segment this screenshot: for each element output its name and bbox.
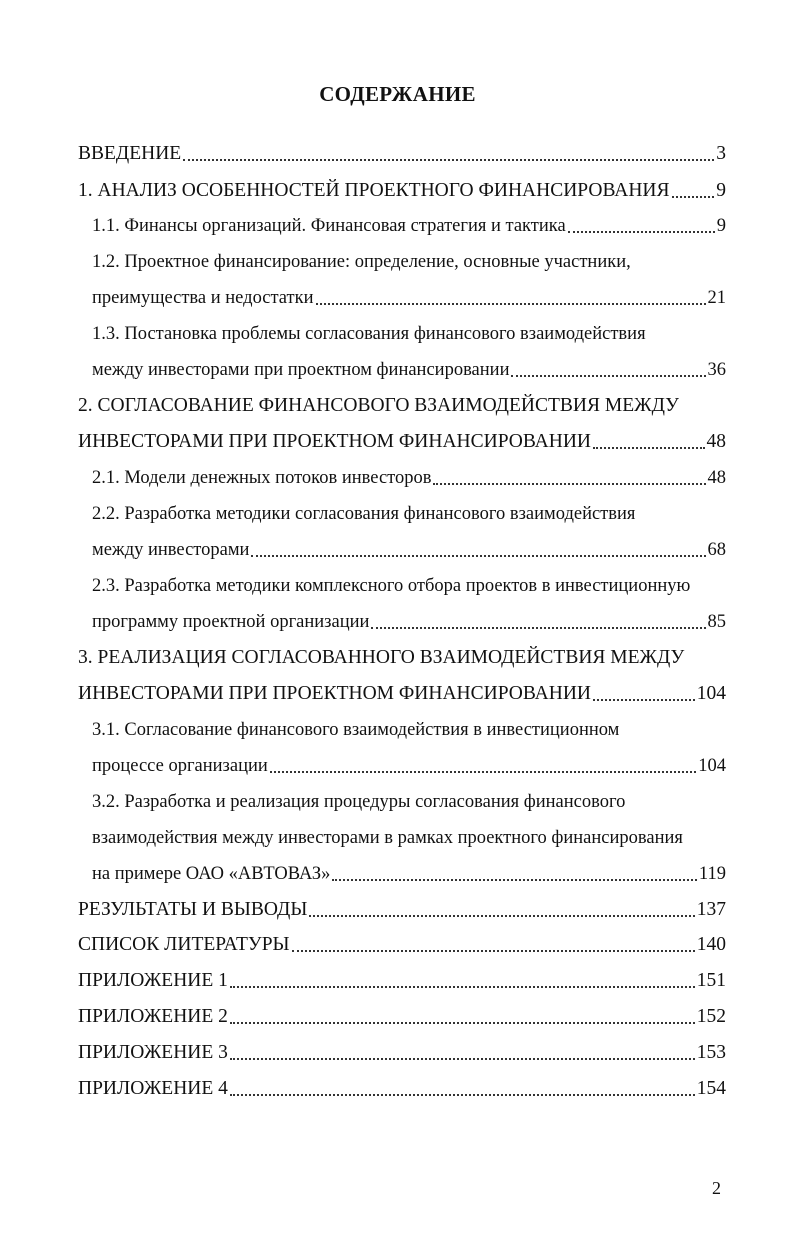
toc-entry-label: 2.3. Разработка методики комплексного отбора проектов в инвестиционную — [92, 576, 691, 596]
toc-page-number: 152 — [696, 1006, 726, 1027]
toc-entry-label: программу проектной организации — [92, 612, 370, 632]
toc-entry-section-1-2[interactable] — [92, 251, 726, 273]
toc-leader-dots — [292, 934, 695, 952]
toc-entry-label: ИНВЕСТОРАМИ ПРИ ПРОЕКТНОМ ФИНАНСИРОВАНИИ — [78, 683, 591, 704]
toc-entry-label: на примере ОАО «АВТОВАЗ» — [92, 864, 331, 884]
toc-entry-label: ИНВЕСТОРАМИ ПРИ ПРОЕКТНОМ ФИНАНСИРОВАНИИ — [78, 431, 591, 452]
toc-page-number: 9 — [716, 216, 726, 236]
toc-entry-label: ПРИЛОЖЕНИЕ 1 — [78, 970, 228, 991]
toc-page-number: 153 — [696, 1042, 726, 1063]
toc-entry-chapter-3[interactable] — [78, 647, 726, 669]
toc-leader-dots — [316, 287, 706, 305]
toc-page-number: 68 — [707, 540, 726, 560]
toc-entry-section-2-3[interactable] — [92, 575, 728, 597]
toc-entry-label: 2.1. Модели денежных потоков инвесторов — [92, 468, 432, 488]
toc-page-number: 104 — [696, 683, 726, 704]
toc-page-number: 9 — [716, 180, 726, 201]
toc-leader-dots — [593, 683, 695, 701]
toc-leader-dots — [568, 215, 715, 233]
toc-page-number: 104 — [698, 756, 726, 776]
toc-leader-dots — [309, 899, 694, 917]
toc-entry-section-3-2-cont-1[interactable] — [92, 827, 726, 849]
toc-entry-label: ПРИЛОЖЕНИЕ 4 — [78, 1078, 228, 1099]
toc-entry-label: преимущества и недостатки — [92, 288, 314, 308]
toc-page-number: 151 — [696, 970, 726, 991]
toc-entry-label: 1.3. Постановка проблемы согласования финансового взаимодействия — [92, 324, 646, 344]
toc-entry-bibliography[interactable] — [78, 934, 726, 956]
toc-entry-section-3-2-cont-2[interactable] — [92, 863, 726, 885]
toc-leader-dots — [433, 467, 705, 485]
toc-entry-section-1-1[interactable] — [92, 215, 726, 237]
toc-entry-section-1-3[interactable] — [92, 323, 726, 345]
toc-entry-label: 1.2. Проектное финансирование: определение, основные участники, — [92, 252, 631, 272]
toc-page-number: 137 — [696, 899, 726, 920]
toc-page-number: 154 — [696, 1078, 726, 1099]
page-title: СОДЕРЖАНИЕ — [319, 82, 476, 106]
toc-entry-section-2-1[interactable] — [92, 467, 726, 489]
toc-page-number: 119 — [698, 864, 726, 884]
toc-entry-introduction[interactable] — [78, 143, 726, 165]
toc-entry-section-1-2-cont[interactable] — [92, 287, 726, 309]
toc-leader-dots — [230, 970, 695, 988]
toc-leader-dots — [672, 180, 715, 198]
toc-entry-label: 3.2. Разработка и реализация процедуры согласования финансового — [92, 792, 626, 812]
toc-leader-dots — [371, 611, 705, 629]
toc-entry-appendix-4[interactable] — [78, 1078, 726, 1100]
toc-leader-dots — [332, 863, 697, 881]
toc-entry-label: ПРИЛОЖЕНИЕ 3 — [78, 1042, 228, 1063]
toc-entry-label: процессе организации — [92, 756, 268, 776]
toc-page-number: 36 — [707, 360, 726, 380]
toc-entry-appendix-2[interactable] — [78, 1006, 726, 1028]
toc-entry-label: СПИСОК ЛИТЕРАТУРЫ — [78, 934, 290, 955]
toc-entry-chapter-2-cont[interactable] — [78, 431, 726, 453]
toc-entry-label: 2. СОГЛАСОВАНИЕ ФИНАНСОВОГО ВЗАИМОДЕЙСТВИЯ МЕЖДУ — [78, 395, 679, 416]
toc-entry-label: ПРИЛОЖЕНИЕ 2 — [78, 1006, 228, 1027]
toc-leader-dots — [230, 1042, 695, 1060]
toc-entry-section-1-3-cont[interactable] — [92, 359, 726, 381]
toc-entry-label: между инвесторами при проектном финансировании — [92, 360, 510, 380]
toc-entry-chapter-3-cont[interactable] — [78, 683, 726, 705]
toc-page-number: 3 — [716, 143, 726, 164]
toc-entry-label: 3. РЕАЛИЗАЦИЯ СОГЛАСОВАННОГО ВЗАИМОДЕЙСТВИЯ МЕЖДУ — [78, 647, 685, 668]
toc-entry-section-2-2-cont[interactable] — [92, 539, 726, 561]
toc-entry-appendix-3[interactable] — [78, 1042, 726, 1064]
toc-entry-label: 1. АНАЛИЗ ОСОБЕННОСТЕЙ ПРОЕКТНОГО ФИНАНСИРОВАНИЯ — [78, 180, 670, 201]
toc-entry-chapter-2[interactable] — [78, 395, 726, 417]
toc-entry-label: взаимодействия между инвесторами в рамках проектного финансирования — [92, 828, 683, 848]
page-number: 2 — [712, 1178, 721, 1198]
toc-entry-chapter-1[interactable] — [78, 180, 726, 202]
toc-entry-label: ВВЕДЕНИЕ — [78, 143, 182, 164]
toc-entry-label: между инвесторами — [92, 540, 250, 560]
toc-leader-dots — [593, 431, 705, 449]
toc-entry-section-2-2[interactable] — [92, 503, 726, 525]
toc-leader-dots — [230, 1006, 695, 1024]
toc-page-number: 48 — [706, 431, 726, 452]
toc-leader-dots — [270, 755, 696, 773]
toc-leader-dots — [230, 1078, 695, 1096]
toc-page-number: 21 — [707, 288, 726, 308]
toc-entry-section-3-1-cont[interactable] — [92, 755, 726, 777]
toc-entry-appendix-1[interactable] — [78, 970, 726, 992]
toc-leader-dots — [251, 539, 705, 557]
toc-entry-label: 2.2. Разработка методики согласования финансового взаимодействия — [92, 504, 636, 524]
toc-leader-dots — [183, 143, 714, 161]
toc-page-number: 85 — [707, 612, 726, 632]
toc-page-number: 48 — [707, 468, 726, 488]
toc-entry-results[interactable] — [78, 899, 726, 921]
toc-leader-dots — [511, 359, 705, 377]
toc-entry-label: РЕЗУЛЬТАТЫ И ВЫВОДЫ — [78, 899, 308, 920]
toc-entry-label: 3.1. Согласование финансового взаимодействия в инвестиционном — [92, 720, 620, 740]
toc-entry-section-3-2[interactable] — [92, 791, 726, 813]
toc-entry-label: 1.1. Финансы организаций. Финансовая стратегия и тактика — [92, 216, 566, 236]
toc-page-number: 140 — [696, 934, 726, 955]
toc-entry-section-3-1[interactable] — [92, 719, 726, 741]
toc-entry-section-2-3-cont[interactable] — [92, 611, 726, 633]
